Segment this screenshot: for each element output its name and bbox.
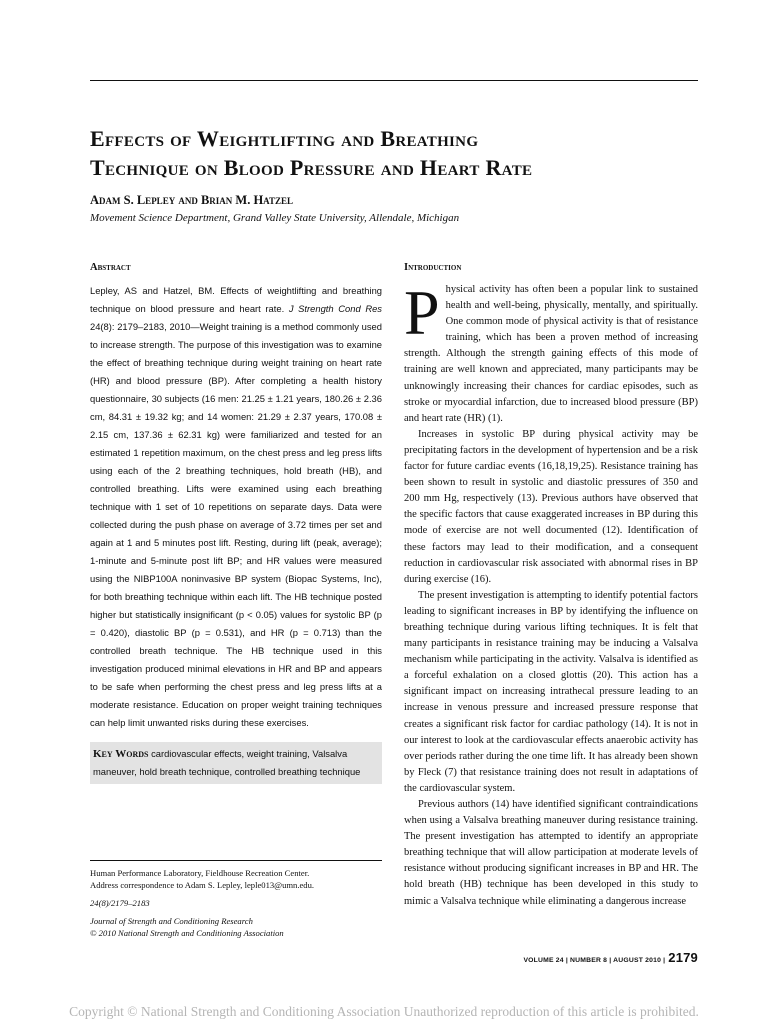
- abstract-text-rest: 24(8): 2179–2183, 2010—Weight training is a method commonly used to increase strength. The purpose of this investigation was to examine the effect of breathing technique during weight training on heart rate (HR) and blood pressure (BP). After completing a health history questionnaire, 30 subjects (16 men: 21.25 ± 1.21 years, 180.26 ± 2.36 cm, 84.31 ± 19.32 kg; and 14 women: 21.29 ± 2.37 years, 170.08 ± 2.15 cm, 137.36 ± 62.31 kg) were familiarized and tested for an estimated 1 repetition maximum, on the chest press and leg press lifts using each of the 2 breathing techniques, hold breath (HB), and controlled breathing. Lifts were examined using each breathing technique with 1 set of 10 repetitions on separate days. Data were collected during the push phase on average of 3.72 times per set and again at 1 and 5 minutes post lift. Resting, during lift (peak, average); 1-minute and 5-minute post lift BP; and HR values were measured using the NIBP100A noninvasive BP system (Biopac Systems, Inc), for both breathing technique within each lift. The HB technique posted higher but statistically insignificant (p < 0.05) values for systolic BP (p = 0.420), diastolic BP (p = 0.531), and HR (p = 0.713) than the controlled breath technique. The HB technique used in this investigation produced minimal elevations in HR and BP and appears to be safe when performing the chest press and leg press lifts at a moderate resistance. Education on proper weight training techniques can help limit unwanted risks during these exercises.: [90, 321, 382, 728]
- page-number: 2179: [668, 950, 698, 965]
- title-line-2: Technique on Blood Pressure and Heart Rate: [90, 155, 533, 180]
- footnote-correspondence: Address correspondence to Adam S. Lepley, leple013@umn.edu.: [90, 880, 315, 890]
- top-rule: [90, 80, 698, 81]
- abstract-journal: J Strength Cond Res: [288, 303, 382, 314]
- keywords-box: [90, 742, 382, 784]
- abstract-text: [90, 282, 382, 732]
- intro-paragraph-1-text: hysical activity has often been a popular link to sustained health and well-being, physically, mentally, and spiritually. One common mode of physical activity is that of resistance training, which has been a proven method of increasing strength. Although the strength gaining effects of this mode of training are well known and appreciated, many participants may be unknowingly increasing their chances for cardiac episodes, such as stroke or myocardial infarction, due to increased blood pressure (BP) and heart rate (HR) (1).: [404, 284, 698, 424]
- authors: Adam S. Lepley and Brian M. Hatzel: [90, 193, 294, 207]
- footnote-copyright: © 2010 National Strength and Conditioning Association: [90, 928, 284, 938]
- intro-paragraph-2: Increases in systolic BP during physical activity may be precipitating factors in the development of hypertension and be a risk factor for future cardiac events (16,18,19,25). Resistance training has been shown to result in systolic and diastolic pressures of 350 and 200 mm Hg, respectively (13). Previous authors have observed that the specific factors that cause exaggerated increases in BP during this mode of exercise are not well documented (12). Identification of these factors may lead to their modification, and a consequent reduction in cardiovascular risk associated with abnormal rises in BP during exercise (16).: [404, 428, 698, 585]
- page-footer: [523, 950, 698, 965]
- page-footer-text: VOLUME 24 | NUMBER 8 | AUGUST 2010 |: [523, 957, 666, 964]
- footnote-lab: Human Performance Laboratory, Fieldhouse Recreation Center.: [90, 868, 310, 878]
- introduction-body: [404, 277, 698, 910]
- title-line-1: Effects of Weightlifting and Breathing: [90, 126, 479, 151]
- copyright-watermark: Copyright © National Strength and Conditioning Association Unauthorized reproduction of this article is prohibited.: [69, 1004, 699, 1019]
- affiliation: Movement Science Department, Grand Valley State University, Allendale, Michigan: [90, 212, 460, 224]
- drop-cap: P: [404, 277, 440, 348]
- introduction-heading: Introduction: [404, 262, 462, 273]
- abstract-heading: Abstract: [90, 262, 131, 273]
- keywords-text: cardiovascular effects, weight training, Valsalva maneuver, hold breath technique, controlled breathing technique: [93, 748, 361, 777]
- abstract-text-start: Lepley, AS and Hatzel, BM. Effects of weightlifting and breathing technique on blood pressure and heart rate.: [90, 285, 382, 314]
- right-column: [404, 262, 698, 910]
- intro-paragraph-3: The present investigation is attempting to identify potential factors leading to significant increases in BP by identifying the influence on breathing technique during various lifting techniques. It is felt that many participants in resistance training may be inducing a Valsalva mechanism while participating in the activity. Valsalva is identified as a forceful exhalation on a closed glottis (20). This action has a significant impact on increasing intrathecal pressure leading to an increase in venous pressure and increased pressure response that creates a significant risk factor for cardiac pathology (14). It is not in our interest to look at the cardiovascular effects anaerobic activity has over periods rather during the one time lift. It has already been shown by Fleck (7) that resistance training does not result in adaptations of the cardiovascular system.: [404, 589, 698, 794]
- intro-paragraph-1: [404, 277, 698, 427]
- footnote-journal: Journal of Strength and Conditioning Research: [90, 916, 253, 926]
- left-column: [90, 262, 382, 784]
- article-title: [90, 124, 710, 182]
- intro-paragraph-4: Previous authors (14) have identified significant contraindications when using a Valsalva breathing maneuver during resistance training. The present investigation has attempted to identify an appropriate breathing technique that will allow participation at moderate levels of resistance without producing significant increases in BP and HR. The hold breath (HB) technique has been developed in this study to mimic a Valsalva technique while eliminating a dangerous increase: [404, 799, 698, 907]
- footnote-citation: 24(8)/2179–2183: [90, 898, 150, 908]
- footnote: [90, 860, 382, 939]
- keywords-label: Key Words: [93, 748, 149, 760]
